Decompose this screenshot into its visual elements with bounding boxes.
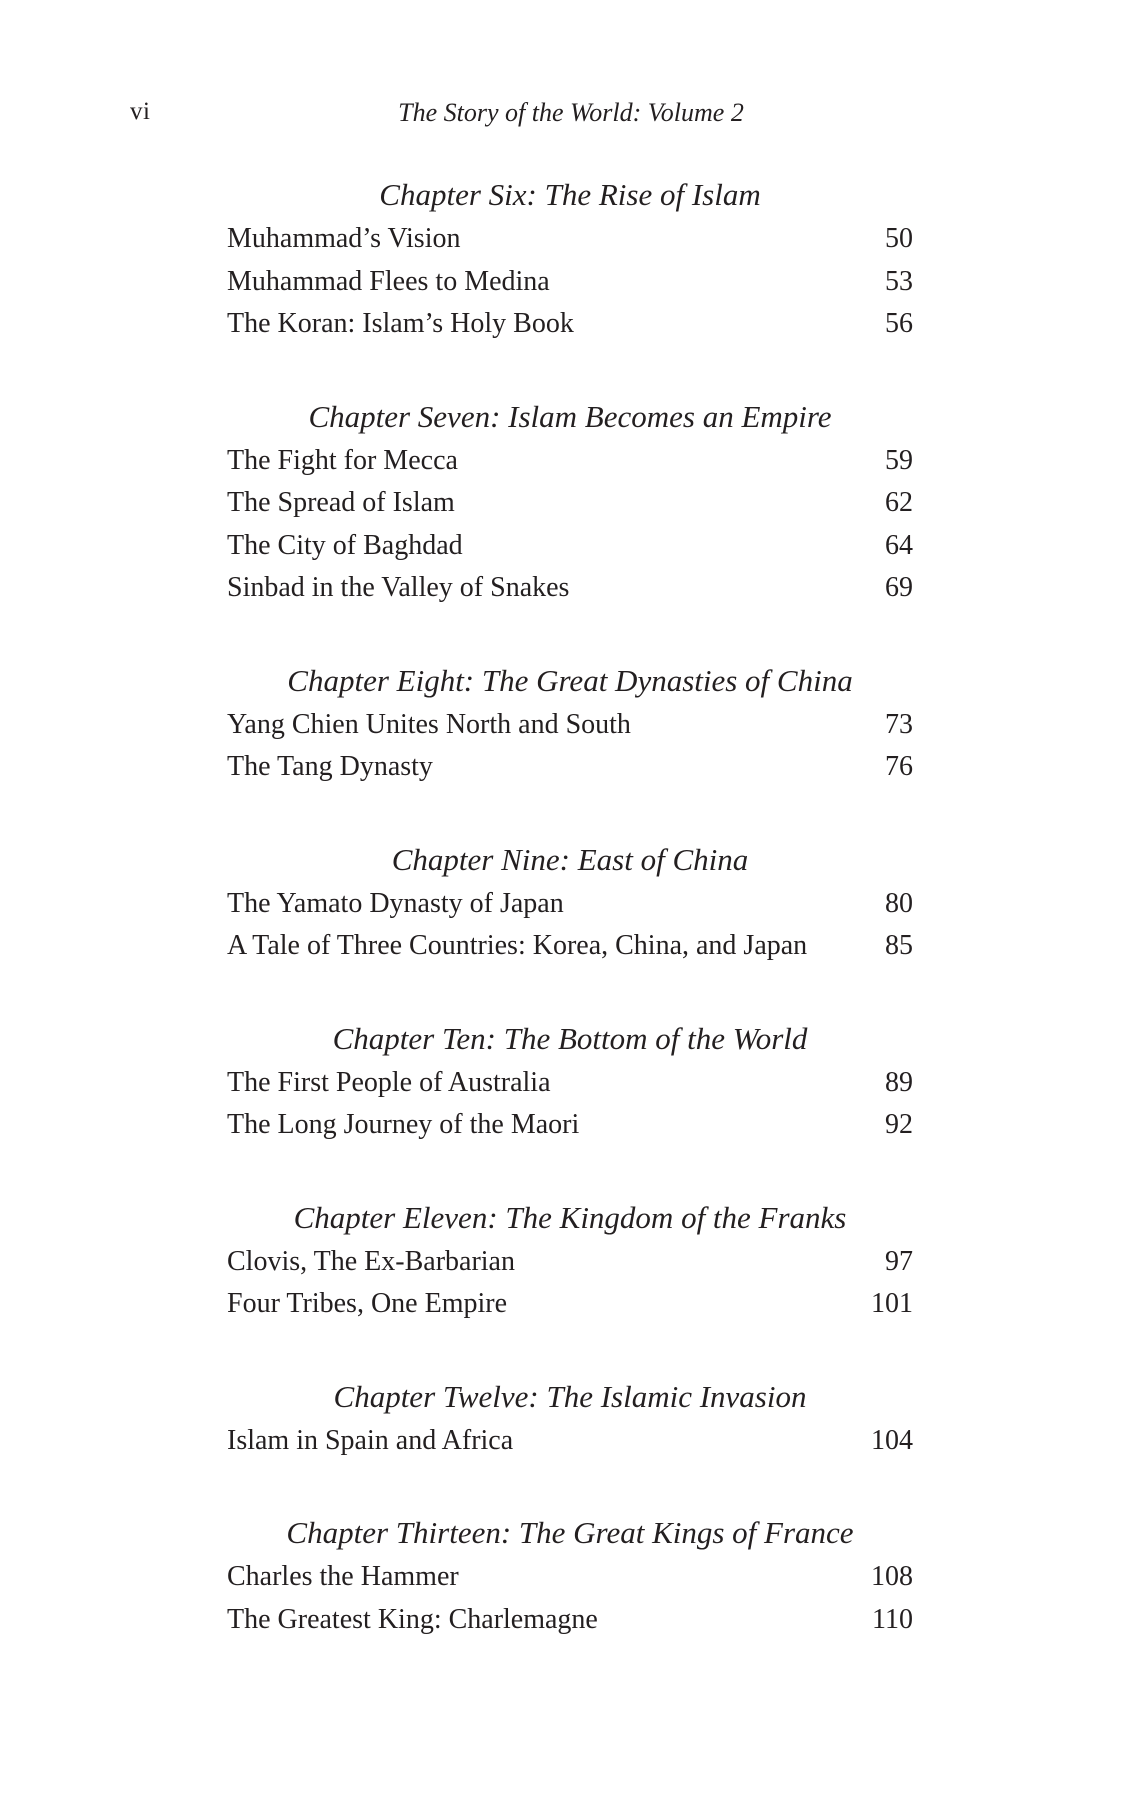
- entry-title: The City of Baghdad: [227, 529, 463, 561]
- chapter-entry-list: [227, 883, 913, 968]
- entry-page-number: 108: [871, 1561, 913, 1592]
- entry-title: Islam in Spain and Africa: [227, 1424, 514, 1456]
- toc-entry: [227, 746, 913, 789]
- chapter-title: Chapter Nine: East of China: [391, 841, 749, 877]
- chapter-title: Chapter Twelve: The Islamic Invasion: [333, 1378, 807, 1414]
- entry-title: The Greatest King: Charlemagne: [227, 1603, 598, 1635]
- entry-page-number: 50: [885, 223, 913, 254]
- chapter-title: Chapter Eight: The Great Dynasties of China: [287, 662, 853, 698]
- entry-title: Four Tribes, One Empire: [227, 1288, 507, 1319]
- toc-entry: [227, 440, 913, 483]
- chapter-section: [227, 654, 913, 789]
- toc-entry: [227, 1104, 913, 1147]
- toc-entry: [227, 218, 913, 261]
- toc-entry: [227, 525, 913, 568]
- entry-title: Muhammad Flees to Medina: [227, 265, 550, 297]
- toc-entry: [227, 883, 913, 926]
- toc-entry: [227, 1420, 913, 1463]
- table-of-contents: [227, 168, 913, 1685]
- toc-entry: [227, 303, 913, 346]
- chapter-entry-list: [227, 218, 913, 346]
- toc-entry: [227, 1062, 913, 1105]
- entry-title: A Tale of Three Countries: Korea, China, and Japan: [227, 930, 808, 961]
- toc-entry: [227, 482, 913, 525]
- entry-page-number: 73: [885, 708, 913, 740]
- entry-title: The Tang Dynasty: [227, 751, 433, 782]
- entry-title: Yang Chien Unites North and South: [227, 708, 631, 740]
- chapter-entry-list: [227, 1556, 913, 1641]
- entry-title: Sinbad in the Valley of Snakes: [227, 572, 570, 603]
- entry-page-number: 69: [885, 572, 913, 603]
- chapter-entry-list: [227, 1420, 913, 1463]
- chapter-entry-list: [227, 440, 913, 610]
- chapter-section: [227, 833, 913, 968]
- entry-page-number: 110: [872, 1603, 913, 1635]
- entry-page-number: 80: [885, 887, 913, 919]
- page-number: vi: [130, 98, 151, 125]
- chapter-entry-list: [227, 1062, 913, 1147]
- entry-title: The First People of Australia: [227, 1066, 551, 1098]
- entry-page-number: 101: [871, 1288, 913, 1319]
- entry-title: Muhammad’s Vision: [227, 223, 461, 254]
- entry-page-number: 59: [885, 444, 913, 476]
- chapter-section: [227, 1191, 913, 1326]
- chapter-title: Chapter Six: The Rise of Islam: [379, 177, 761, 212]
- toc-entry: [227, 261, 913, 304]
- chapter-section: [227, 168, 913, 346]
- entry-title: Clovis, The Ex-Barbarian: [227, 1245, 515, 1277]
- entry-page-number: 76: [885, 751, 913, 782]
- toc-entry: [227, 1283, 913, 1326]
- chapter-title: Chapter Ten: The Bottom of the World: [332, 1020, 808, 1056]
- chapter-title: Chapter Seven: Islam Becomes an Empire: [308, 398, 832, 434]
- book-title: The Story of the World: Volume 2: [398, 98, 744, 127]
- chapter-section: [227, 1506, 913, 1641]
- entry-title: The Yamato Dynasty of Japan: [227, 887, 564, 919]
- toc-entry: [227, 1556, 913, 1599]
- chapter-entry-list: [227, 704, 913, 789]
- entry-page-number: 104: [871, 1424, 913, 1456]
- entry-title: The Koran: Islam’s Holy Book: [227, 308, 574, 339]
- toc-entry: [227, 567, 913, 610]
- chapter-title: Chapter Eleven: The Kingdom of the Franks: [293, 1199, 847, 1235]
- entry-page-number: 97: [885, 1245, 913, 1277]
- chapter-entry-list: [227, 1241, 913, 1326]
- entry-title: The Long Journey of the Maori: [227, 1109, 580, 1140]
- entry-page-number: 89: [885, 1066, 913, 1098]
- toc-entry: [227, 1241, 913, 1284]
- entry-page-number: 56: [885, 308, 913, 339]
- entry-page-number: 62: [885, 487, 913, 518]
- entry-page-number: 64: [885, 529, 913, 561]
- chapter-section: [227, 390, 913, 610]
- toc-entry: [227, 925, 913, 968]
- toc-entry: [227, 704, 913, 747]
- chapter-title: Chapter Thirteen: The Great Kings of France: [286, 1515, 854, 1550]
- entry-page-number: 53: [885, 265, 913, 297]
- entry-title: Charles the Hammer: [227, 1561, 459, 1592]
- chapter-section: [227, 1012, 913, 1147]
- chapter-section: [227, 1370, 913, 1463]
- toc-entry: [227, 1599, 913, 1642]
- entry-title: The Spread of Islam: [227, 487, 455, 518]
- entry-title: The Fight for Mecca: [227, 444, 458, 476]
- entry-page-number: 92: [885, 1109, 913, 1140]
- entry-page-number: 85: [885, 930, 913, 961]
- running-head: [0, 98, 1142, 138]
